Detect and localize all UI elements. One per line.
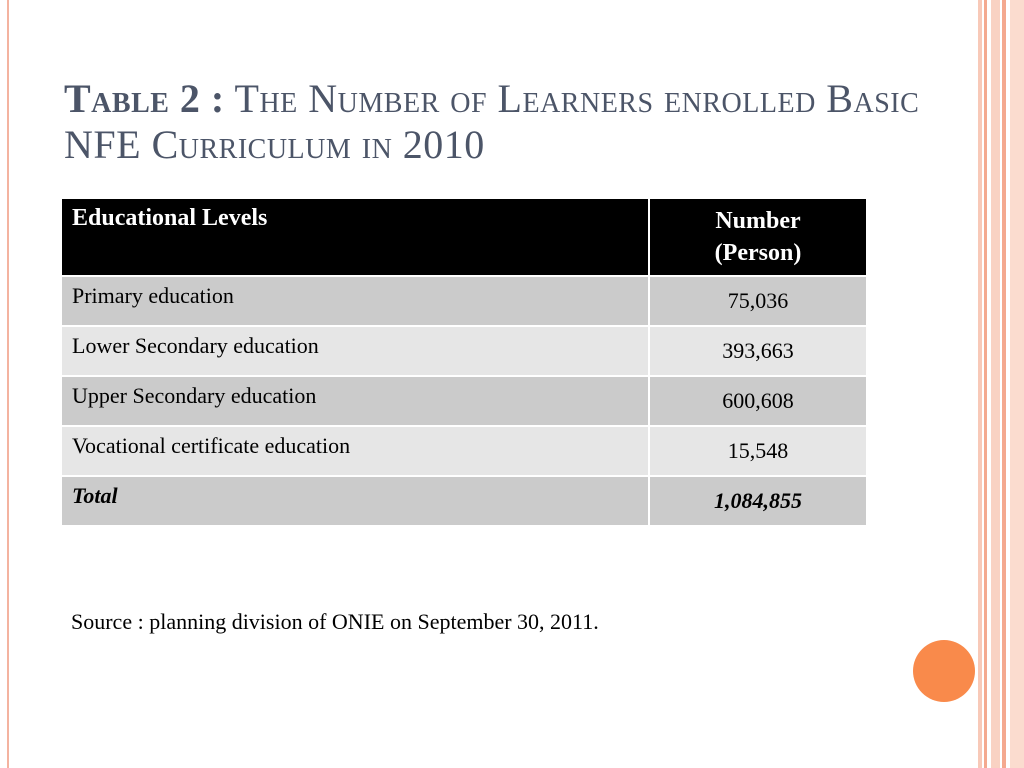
stripe [978,0,982,768]
stripe [1002,0,1006,768]
header-educational-levels: Educational Levels [61,198,649,276]
level-cell: Vocational certificate education [61,426,649,476]
number-cell: 15,548 [649,426,867,476]
learners-table [60,197,868,527]
number-cell: 600,608 [649,376,867,426]
table-row [61,426,867,476]
stripe [984,0,987,768]
decorative-stripes [978,0,1024,768]
level-cell: Upper Secondary education [61,376,649,426]
number-cell: 75,036 [649,276,867,326]
slide-title [64,76,944,168]
table-row [61,376,867,426]
table-row [61,276,867,326]
table-row [61,326,867,376]
level-cell: Lower Secondary education [61,326,649,376]
table-header-row [61,198,867,276]
level-cell: Primary education [61,276,649,326]
header-number-line1: Number [715,208,801,234]
title-lead: Table 2 : [64,76,225,121]
total-row [61,476,867,526]
header-number-line2: (Person) [714,240,802,266]
number-cell: 393,663 [649,326,867,376]
title-text: The Number of Learners enrolled Basic NFE Curriculum in 2010 [64,76,920,167]
stripe [991,0,1000,768]
total-number: 1,084,855 [649,476,867,526]
left-border-line [7,0,9,768]
decorative-orange-dot [913,640,975,702]
header-number [649,198,867,276]
stripe [1010,0,1024,768]
source-note: Source : planning division of ONIE on September 30, 2011. [71,609,599,634]
total-label: Total [61,476,649,526]
